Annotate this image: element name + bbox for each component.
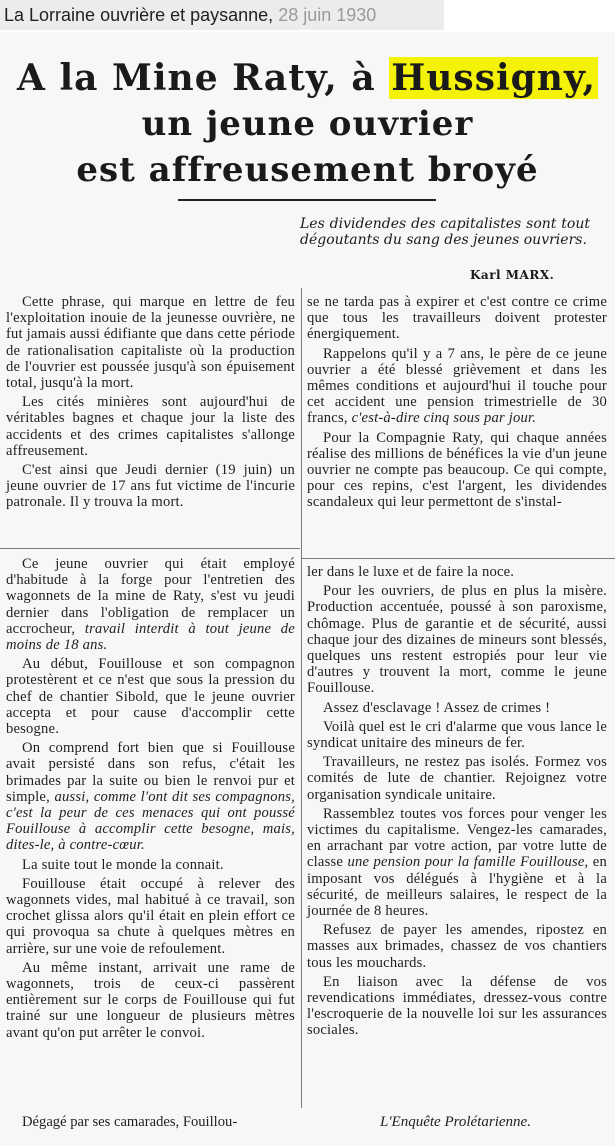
article-signature: L'Enquête Prolétarienne. — [380, 1114, 531, 1130]
column-1-continuation: Dégagé par ses camarades, Fouillou- — [22, 1114, 238, 1130]
column-1-bottom — [6, 556, 295, 1044]
source-caption — [0, 0, 444, 30]
paragraph — [6, 740, 295, 853]
paragraph: se ne tarda pas à expirer et c'est contre ce crime que tous les travailleurs doivent protester énergiquement. — [307, 294, 607, 343]
paragraph: Fouillouse était occupé à relever des wagonnets vides, mal habitué à ce travail, son crochet glissa alors qu'il était en plein effort ce qui provoqua sa chute à quelques mètres en arrière, sur une voie de refoulement. — [6, 875, 295, 957]
paragraph: Assez d'esclavage ! Assez de crimes ! — [323, 699, 551, 716]
paragraph-italic: travail interdit à tout jeune de moins de 18 ans. — [6, 620, 295, 654]
paragraph-italic: aussi, comme l'ont dit ses compagnons, c'est la peur de ces menaces qui ont poussé Fouillouse à accomplir cette besogne, mais, dites-le, à contre-cœur. — [6, 788, 296, 854]
column-1-top — [6, 294, 295, 514]
column-2-top — [307, 294, 607, 514]
column-2-bottom — [307, 564, 607, 1042]
paragraph: Les cités minières sont aujourd'hui de véritables bagnes et chaque jour la liste des accidents et des crimes capitalistes s'allonge affreusement. — [6, 394, 295, 459]
headline-line-3: est affreusement broyé — [76, 150, 539, 190]
paragraph: ler dans le luxe et de faire la noce. — [307, 564, 515, 580]
highlighted-word: Hussigny, — [391, 57, 596, 99]
right-section-divider — [302, 558, 615, 559]
headline-line-2: un jeune ouvrier — [141, 104, 474, 144]
paragraph-text: , en imposant vos délégués à l'hygiène et à la sécurité, de meilleurs salaires, le respect de la journée de 8 heures. — [307, 854, 607, 920]
publication-date: 28 juin 1930 — [278, 5, 377, 25]
epigraph-author: Karl MARX. — [470, 268, 555, 282]
paragraph — [307, 806, 607, 919]
paragraph-text: On comprend fort bien que si Fouillouse avait persisté dans son refus, c'était les brimades par la suite ou bien le renvoi pur et simple, — [6, 740, 295, 805]
headline-line-1 — [0, 58, 615, 98]
paragraph — [6, 556, 295, 653]
paragraph: En liaison avec la défense de vos revendications immédiates, dressez-vous contre l'escroquerie de la nouvelle loi sur les assurances sociales. — [307, 973, 607, 1039]
epigraph-quote: Les dividendes des capitalistes sont tout dégoutants du sang des jeunes ouvriers. — [300, 216, 590, 248]
paragraph: Travailleurs, ne restez pas isolés. Formez vos comités de lute de chantier. Rejoignez votre organisation syndicale unitaire. — [307, 754, 607, 803]
paragraph-italic: une pension pour la famille Fouillouse — [347, 854, 585, 871]
paragraph: Cette phrase, qui marque en lettre de feu l'exploitation inouie de la jeunesse ouvrière, ne fut jamais aussi édifiante que dans cette période de rationalisation capitaliste où la production de l'ouvrier est poussée jusqu'à son épuisement total, jusqu'à la mort. — [6, 294, 296, 392]
newspaper-name: La Lorraine ouvrière et paysanne, — [4, 5, 274, 25]
column-divider — [301, 288, 302, 1108]
paragraph: Pour la Compagnie Raty, qui chaque années réalise des millions de bénéfices la vie d'un jeune ouvrier ne compte pas beaucoup. Ce qui compte, pour ces repins, c'est l'argent, les dividendes scandaleux qui leur permettont de s'instal- — [307, 429, 607, 511]
headline-prefix: A la Mine Raty, à — [17, 57, 390, 99]
paragraph: Au même instant, arrivait une rame de wagonnets, trois de ceux-ci passèrent entièrement sur le corps de Fouillouse qui fut trainé sur une longueur de plusieurs mètres avant qu'on put arrêter le convoi. — [6, 959, 295, 1041]
headline-rule — [178, 199, 436, 201]
paragraph-italic: c'est-à-dire cinq sous par jour. — [351, 410, 537, 427]
paragraph: C'est ainsi que Jeudi dernier (19 juin) un jeune ouvrier de 17 ans fut victime de l'incurie patronale. Il y trouva la mort. — [6, 462, 295, 511]
paragraph: Pour les ouvriers, de plus en plus la misère. Production accentuée, poussé à son paroxisme, chômage. Plus de garantie et de sécurité, aussi chaque jour des dizaines de mineurs sont blessés, quelques uns restent estropiés pour leur vie d'autres y trouvent la mort, comme le jeune Fouillouse. — [307, 583, 607, 697]
paragraph-text: Ce jeune ouvrier qui était employé d'habitude à la forge pour l'entretien des wagonnets de la mine de Raty, s'est vu jeudi dernier dans l'obligation de remplacer un accrocheur, — [6, 556, 295, 637]
paragraph: Voilà quel est le cri d'alarme que vous lance le syndicat unitaire des mineurs de fer. — [307, 718, 607, 752]
paragraph: La suite tout le monde la connait. — [22, 856, 224, 873]
paragraph-text: Rappelons qu'il y a 7 ans, le père de ce jeune ouvrier a été blessé grièvement et dans les mêmes conditions et aujourd'hui il touche pour cet accident une pension trimestrielle de 30 francs, — [307, 345, 607, 427]
paragraph: Au début, Fouillouse et son compagnon protestèrent et ce n'est que sous la pression du chef de chantier Sibold, que le jeune ouvrier accepta et pour cause d'accomplir cette besogne. — [6, 656, 295, 738]
paragraph — [307, 346, 607, 427]
paragraph-text: Rassemblez toutes vos forces pour venger les victimes du capitalisme. Vengez-les camarades, en arrachant par votre action, par votre lutte de classe — [307, 805, 607, 871]
paragraph: Refusez de payer les amendes, ripostez en masses aux brimades, chassez de vos chantiers tous les mouchards. — [307, 922, 607, 971]
left-section-divider — [0, 548, 300, 549]
